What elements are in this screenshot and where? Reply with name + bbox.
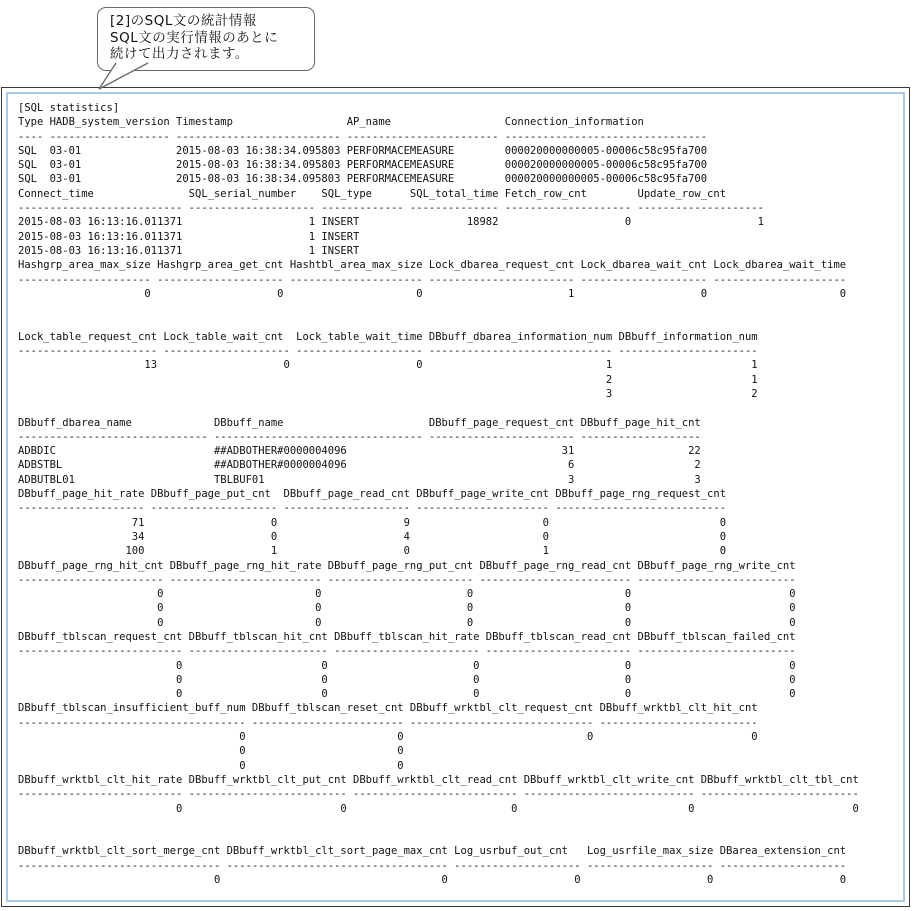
output-box xyxy=(1,87,910,907)
callout-tail-icon xyxy=(90,63,160,93)
terminal-text: [SQL statistics] Type HADB_system_version Timestamp AP_name Connection_information ---- ------------------- -------------------------- ------------------------ -------------------------------- SQL 03-01 2015-08-03 16:38:34.095803 PERFORMACEMEASURE 000020000000005-00006c58c95fa700 SQL 03-01 2015-08-03 16:38:34.095803 PERFORMACEMEASURE 000020000000005-00006c58c95fa700 SQL 03-01 2015-08-03 16:38:34.095803 PERFORMACEMEASURE 000020000000005-00006c58c95fa700 Connect_time SQL_serial_number SQL_type SQL_total_time Fetch_row_cnt Update_row_cnt -------------------------- -------------------- ------------- -------------- -------------------- -------------------- 2015-08-03 16:13:16.011371 1 INSERT 18982 0 1 2015-08-03 16:13:16.011371 1 INSERT 2015-08-03 16:13:16.011371 1 INSERT Hashgrp_area_max_size Hashgrp_area_get_cnt Hashtbl_area_max_size Lock_dbarea_request_cnt Lock_dbarea_wait_cnt Lock_dbarea_wait_time --------------------- -------------------- --------------------- ----------------------- -------------------- --------------------- 0 0 0 1 0 0 Lock_table_request_cnt Lock_table_wait_cnt Lock_table_wait_time DBbuff_dbarea_information_num DBbuff_information_num ---------------------- -------------------- -------------------- ----------------------------- ---------------------- 13 0 0 1 1 2 1 3 2 DBbuff_dbarea_name DBbuff_name DBbuff_page_request_cnt DBbuff_page_hit_cnt ------------------------------ --------------------------------- ----------------------- ------------------- ADBDIC ##ADBOTHER#0000004096 31 22 ADBSTBL ##ADBOTHER#0000004096 6 2 ADBUTBL01 TBLBUF01 3 3 DBbuff_page_hit_rate DBbuff_page_put_cnt DBbuff_page_read_cnt DBbuff_page_write_cnt DBbuff_page_rng_request_cnt -------------------- -------------------- -------------------- --------------------- --------------------------- 71 0 9 0 0 34 0 4 0 0 100 1 0 1 0 DBbuff_page_rng_hit_cnt DBbuff_page_rng_hit_rate DBbuff_page_rng_put_cnt DBbuff_page_rng_read_cnt DBbuff_page_rng_write_cnt ----------------------- ------------------------ ----------------------- ------------------------ ------------------------- 0 0 0 0 0 0 0 0 0 0 0 0 0 0 0 DBbuff_tblscan_request_cnt DBbuff_tblscan_hit_cnt DBbuff_tblscan_hit_rate DBbuff_tblscan_read_cnt DBbuff_tblscan_failed_cnt -------------------------- ---------------------- ----------------------- ----------------------- ------------------------- 0 0 0 0 0 0 0 0 0 0 0 0 0 0 0 DBbuff_tblscan_insufficient_buff_num DBbuff_tblscan_reset_cnt DBbuff_wrktbl_clt_request_cnt DBbuff_wrktbl_clt_hit_cnt ------------------------------------ ------------------------ ----------------------------- ------------------------- 0 0 0 0 0 0 0 0 DBbuff_wrktbl_clt_hit_rate DBbuff_wrktbl_clt_put_cnt DBbuff_wrktbl_clt_read_cnt DBbuff_wrktbl_clt_write_cnt DBbuff_wrktbl_clt_tbl_cnt -------------------------- ------------------------- -------------------------- --------------------------- ------------------------- 0 0 0 0 0 DBbuff_wrktbl_clt_sort_merge_cnt DBbuff_wrktbl_clt_sort_page_max_cnt Log_usrbuf_out_cnt Log_usrfile_max_size DBarea_extension_cnt -------------------------------- ----------------------------------- -------------------- -------------------- -------------------- 0 0 0 0 0 xyxy=(18,102,859,887)
callout-text: [2]のSQL文の統計情報 SQL文の実行情報のあとに 続けて出力されます。 xyxy=(110,13,279,62)
callout-bubble xyxy=(97,7,315,71)
output-box-inner-border xyxy=(6,92,905,902)
